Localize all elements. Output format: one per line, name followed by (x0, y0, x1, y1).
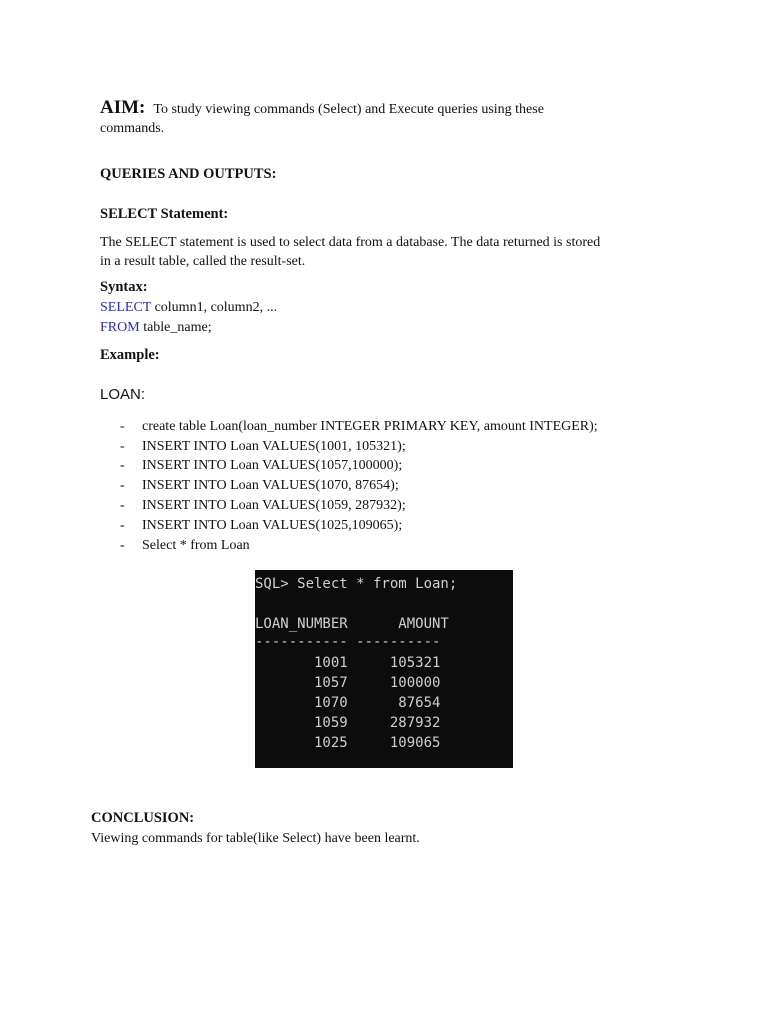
terminal-row: 1070 87654 (255, 695, 441, 711)
list-item (120, 518, 402, 534)
syntax-line1-rest: column1, column2, ... (151, 300, 278, 315)
terminal-prompt: SQL> Select * from Loan; (255, 576, 458, 592)
syntax-line1 (100, 298, 277, 317)
select-desc-line1: The SELECT statement is used to select data from a database. The data returned is stored (100, 235, 601, 250)
bullet-dash: - (120, 439, 125, 454)
aim-line (100, 97, 544, 119)
select-desc-line2: in a result table, called the result-set. (100, 254, 306, 269)
list-item (120, 498, 406, 514)
syntax-line2 (100, 318, 212, 337)
select-statement-heading: SELECT Statement: (100, 206, 229, 222)
bullet-dash: - (120, 478, 125, 493)
bullet-dash: - (120, 419, 125, 434)
queries-heading: QUERIES AND OUTPUTS: (100, 166, 277, 182)
command-text: INSERT INTO Loan VALUES(1025,109065); (142, 518, 403, 533)
syntax-line2-rest: table_name; (139, 320, 212, 335)
bullet-dash: - (120, 458, 125, 473)
conclusion-heading: CONCLUSION: (91, 810, 195, 826)
list-item (120, 458, 402, 474)
command-text: INSERT INTO Loan VALUES(1057,100000); (142, 458, 403, 473)
terminal-header: LOAN_NUMBER AMOUNT (255, 616, 449, 632)
syntax-keyword-from: FROM (100, 320, 140, 335)
bullet-dash: - (120, 498, 125, 513)
syntax-keyword-select: SELECT (100, 300, 152, 315)
example-heading: Example: (100, 347, 160, 363)
command-text: INSERT INTO Loan VALUES(1001, 105321); (142, 439, 406, 454)
conclusion-text: Viewing commands for table(like Select) have been learnt. (91, 831, 420, 846)
aim-label: AIM: (100, 97, 146, 118)
aim-text-line2: commands. (100, 121, 165, 136)
terminal-separator: ----------- ---------- (255, 634, 441, 650)
terminal-row: 1057 100000 (255, 675, 441, 691)
command-text: INSERT INTO Loan VALUES(1070, 87654); (142, 478, 399, 493)
bullet-dash: - (120, 538, 125, 553)
aim-text-line1: To study viewing commands (Select) and Execute queries using these (153, 102, 544, 117)
sql-output-screenshot (255, 570, 513, 768)
syntax-heading: Syntax: (100, 279, 148, 295)
table-name-label: LOAN: (100, 386, 146, 403)
terminal-row: 1001 105321 (255, 655, 441, 671)
bullet-dash: - (120, 518, 125, 533)
command-text: Select * from Loan (142, 538, 250, 553)
list-item (120, 478, 399, 494)
terminal-row: 1059 287932 (255, 715, 441, 731)
command-text: INSERT INTO Loan VALUES(1059, 287932); (142, 498, 406, 513)
terminal-row: 1025 109065 (255, 735, 441, 751)
list-item (120, 419, 598, 435)
command-text: create table Loan(loan_number INTEGER PRIMARY KEY, amount INTEGER); (142, 419, 598, 434)
list-item (120, 538, 250, 554)
list-item (120, 439, 406, 455)
